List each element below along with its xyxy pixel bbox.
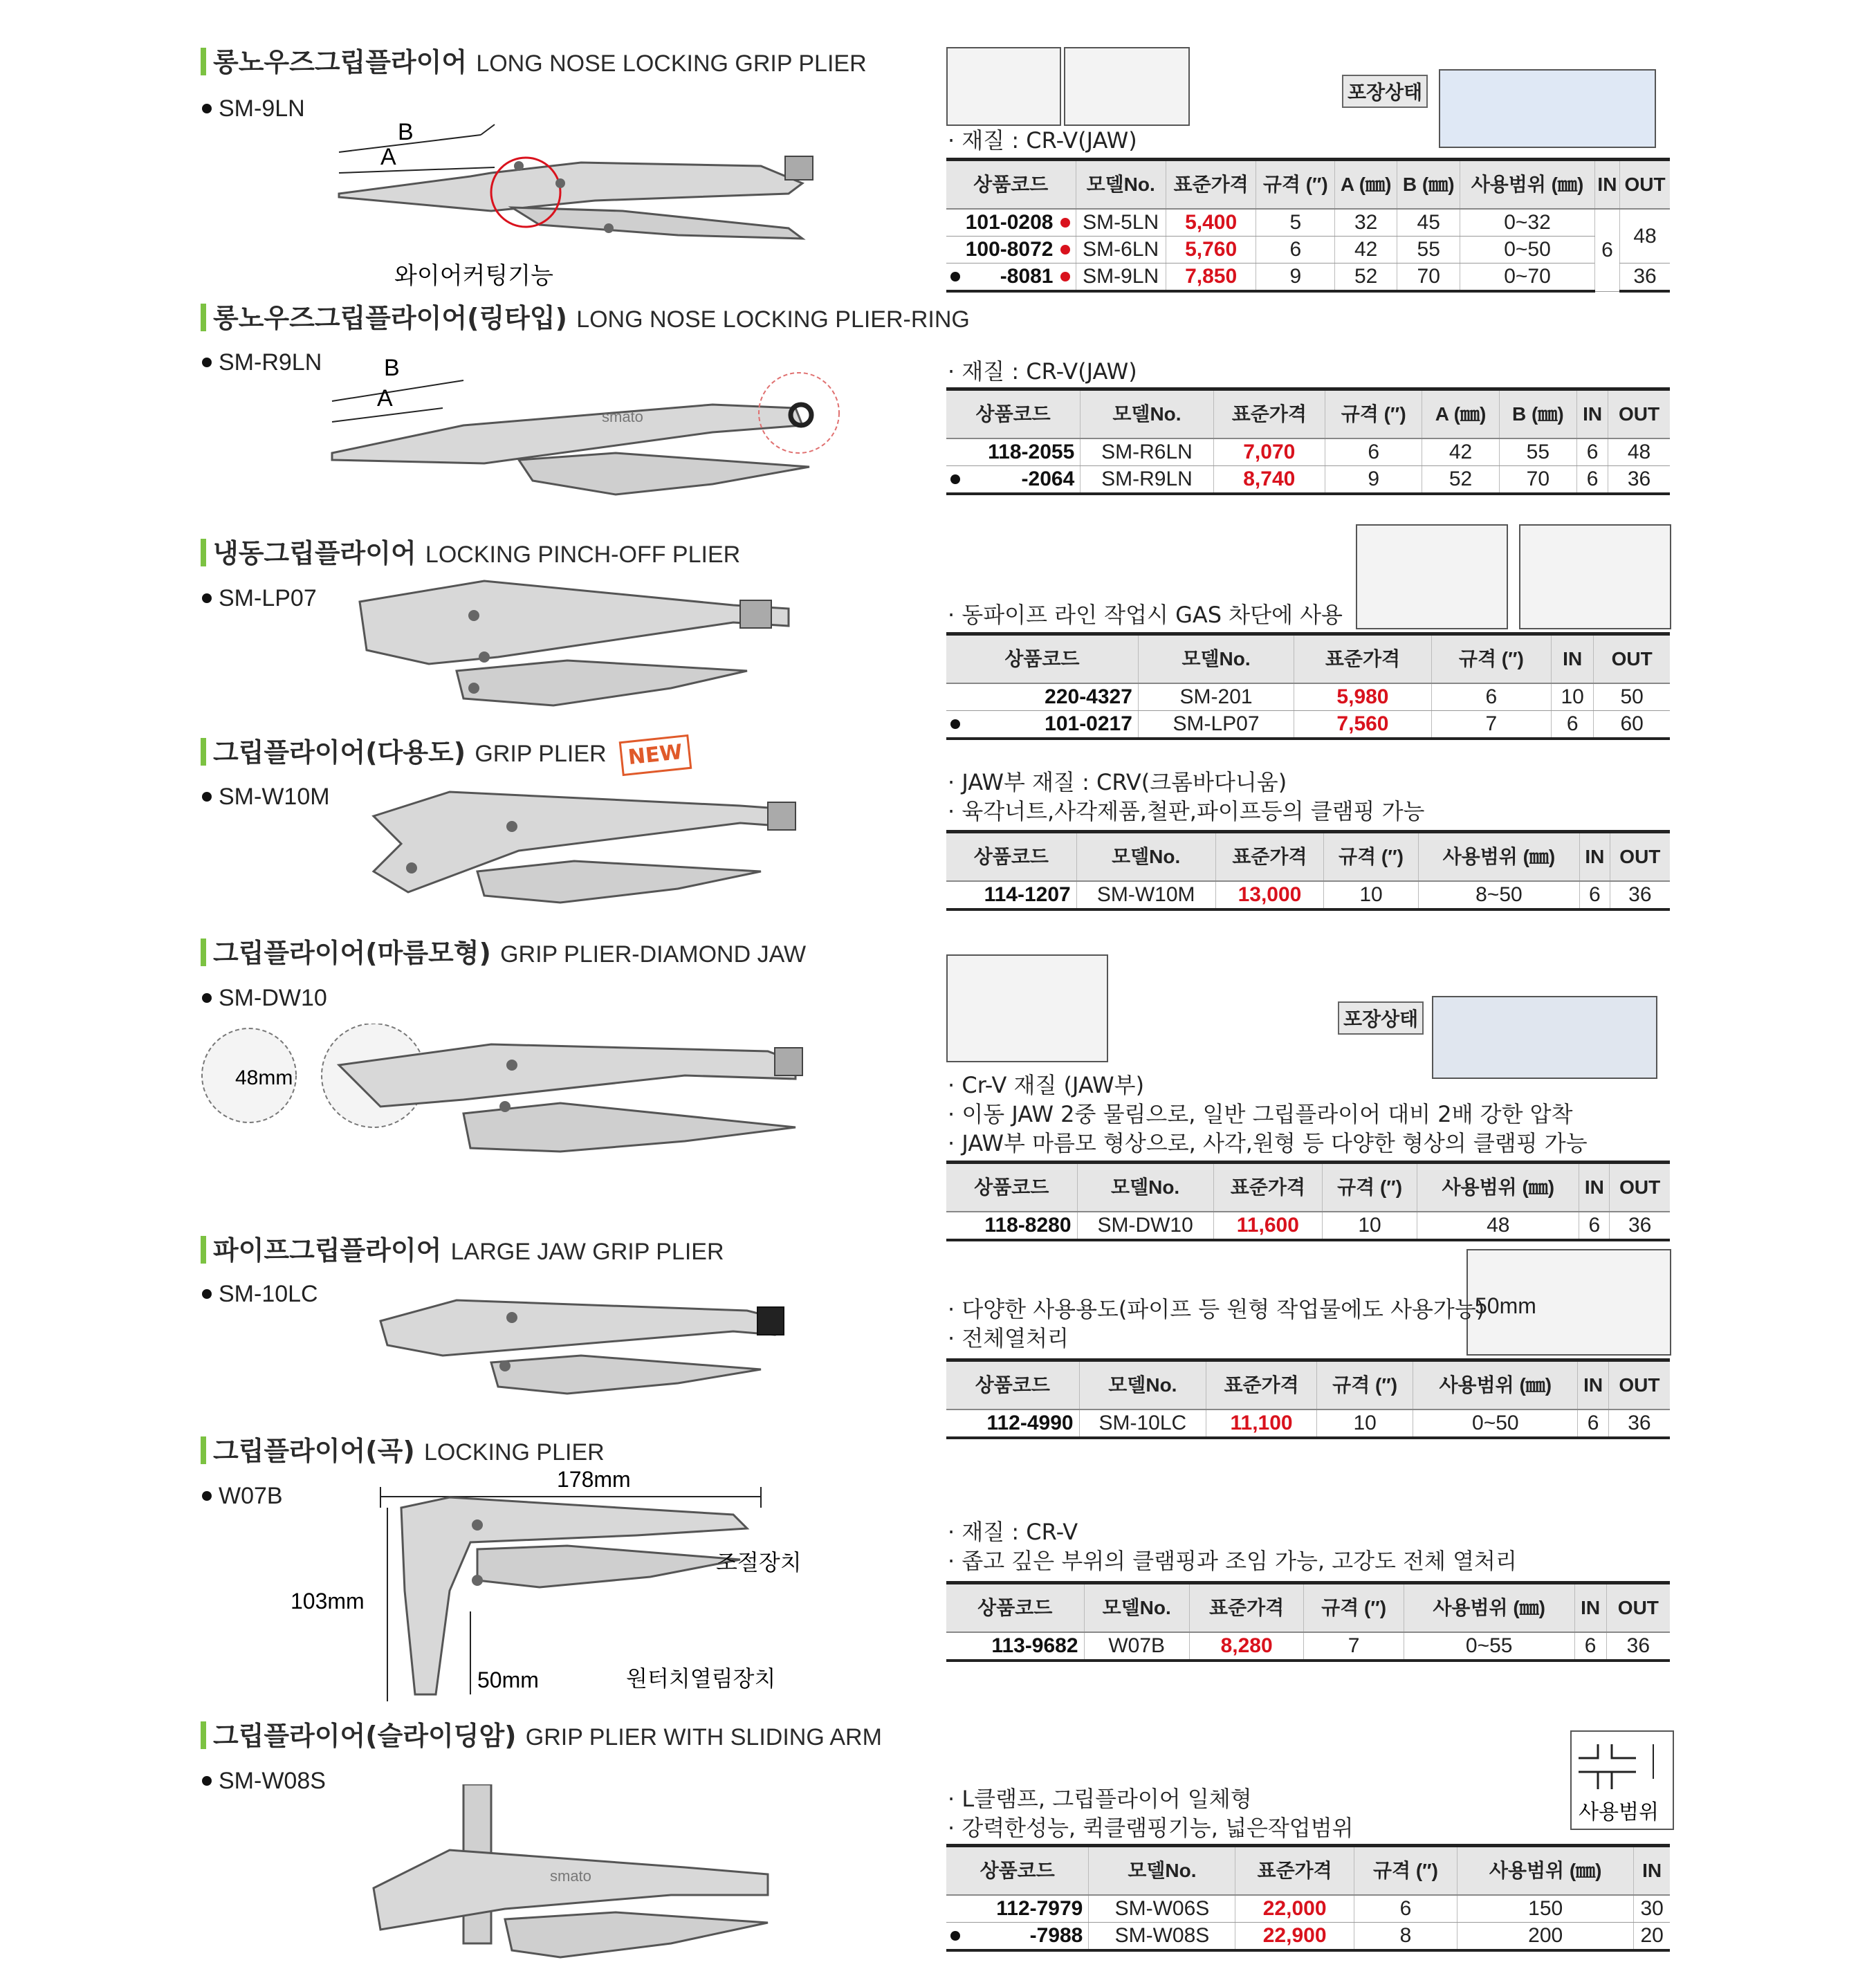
table-row: 101-0217 SM-LP07 7,560 7 6 60 bbox=[946, 711, 1670, 739]
callout-b: B bbox=[384, 355, 400, 381]
callout-b: B bbox=[398, 119, 414, 145]
section-title-sm-w10m: 그립플라이어(다용도) GRIP PLIER NEW bbox=[201, 737, 690, 773]
multi-grip-plier-image bbox=[353, 775, 809, 913]
spec-table-w07b: 상품코드 모델No. 표준가격 규격 (″) 사용범위 (㎜) IN OUT 113-9682 W07B 8,280 7 0~55 6 36 bbox=[946, 1581, 1670, 1662]
adjuster-label: 조절장치 bbox=[716, 1549, 802, 1575]
wire-cutting-label: 와이어커팅기능 bbox=[394, 262, 553, 290]
table-row: 100-8072 SM-6LN 5,760 6 42 55 0~50 bbox=[946, 237, 1670, 264]
model-label: SM-10LC bbox=[202, 1281, 318, 1308]
notes-w07b: · 재질 : CR-V · 좁고 깊은 부위의 클램핑과 조임 가능, 고강도 전체 열처리 bbox=[948, 1517, 1517, 1575]
usage-photo-2 bbox=[1064, 47, 1190, 126]
table-row: -8081 SM-9LN 7,850 9 52 70 0~70 36 bbox=[946, 264, 1670, 292]
section-title-sm-9ln: 롱노우즈그립플라이어 LONG NOSE LOCKING GRIP PLIER bbox=[201, 47, 867, 79]
package-photo bbox=[1439, 69, 1656, 148]
long-nose-plier-image bbox=[332, 97, 872, 290]
table-row: 220-4327 SM-201 5,980 6 10 50 bbox=[946, 683, 1670, 711]
width-dimension: 178mm bbox=[557, 1467, 631, 1492]
diamond-jaw-plier-image bbox=[201, 1024, 809, 1176]
section-title-sm-10lc: 파이프그립플라이어 LARGE JAW GRIP PLIER bbox=[201, 1235, 724, 1267]
section-title-sm-lp07: 냉동그립플라이어 LOCKING PINCH-OFF PLIER bbox=[201, 538, 740, 570]
table-row: 112-7979 SM-W06S 22,000 6 150 30 bbox=[946, 1895, 1670, 1923]
spec-table-sm-w08s: 상품코드 모델No. 표준가격 규격 (″) 사용범위 (㎜) IN 112-7979 SM-W06S 22,000 6 150 30 -7988 SM-W08S 22,900 8 200 20 bbox=[946, 1844, 1670, 1952]
model-label: SM-W10M bbox=[202, 784, 330, 811]
range-label: 사용범위 bbox=[1579, 1800, 1659, 1824]
model-label: SM-R9LN bbox=[202, 349, 322, 376]
height-dimension: 103mm bbox=[291, 1589, 365, 1614]
jaw-depth-dimension: 50mm bbox=[477, 1667, 539, 1692]
spec-table-sm-r9ln: 상품코드 모델No. 표준가격 규격 (″) A (㎜) B (㎜) IN OUT 118-2055 SM-R6LN 7,070 6 42 55 6 48 -2064 SM-R9LN 8,740 9 52 70 6 36 bbox=[946, 387, 1670, 495]
table-row: 114-1207 SM-W10M 13,000 10 8~50 6 36 bbox=[946, 881, 1670, 909]
brand-label: smato bbox=[602, 408, 643, 425]
section-title-w07b: 그립플라이어(곡) LOCKING PLIER bbox=[201, 1436, 605, 1468]
usage-photo-diamond bbox=[946, 954, 1108, 1062]
new-badge: NEW bbox=[618, 734, 691, 776]
table-row: 118-8280 SM-DW10 11,600 10 48 6 36 bbox=[946, 1212, 1670, 1240]
table-row: -7988 SM-W08S 22,900 8 200 20 bbox=[946, 1923, 1670, 1951]
pinch-off-plier-image bbox=[346, 567, 802, 719]
notes-sm-r9ln: · 재질 : CR-V(JAW) bbox=[948, 357, 1137, 386]
jaw-dimension-label: 48mm bbox=[235, 1066, 293, 1089]
usage-photo-pipe-2 bbox=[1519, 524, 1671, 629]
notes-sm-10lc: · 다양한 사용용도(파이프 등 원형 작업물에도 사용가능) · 전체열처리 bbox=[948, 1295, 1484, 1353]
sliding-arm-plier-image bbox=[367, 1784, 796, 1978]
model-label: SM-9LN bbox=[202, 95, 305, 122]
package-label: 포장상태 bbox=[1338, 1001, 1424, 1035]
notes-sm-9ln: · 재질 : CR-V(JAW) bbox=[948, 126, 1137, 155]
model-label: SM-LP07 bbox=[202, 585, 317, 612]
notes-sm-dw10: · Cr-V 재질 (JAW부) · 이동 JAW 2중 물림으로, 일반 그립플라이어 대비 2배 강한 압착 · JAW부 마름모 형상으로, 사각,원형 등 다양한 형상의 클램핑 가능 bbox=[948, 1071, 1588, 1158]
package-label: 포장상태 bbox=[1342, 75, 1428, 108]
table-row: 118-2055 SM-R6LN 7,070 6 42 55 6 48 bbox=[946, 438, 1670, 466]
usage-photo-pipe-1 bbox=[1356, 524, 1508, 629]
jaw-opening-label: 50mm bbox=[1475, 1293, 1536, 1318]
notes-sm-w10m: · JAW부 재질 : CRV(크롬바다니움) · 육각너트,사각제품,철판,파이프등의 클램핑 가능 bbox=[948, 768, 1424, 826]
spec-table-sm-w10m: 상품코드 모델No. 표준가격 규격 (″) 사용범위 (㎜) IN OUT 114-1207 SM-W10M 13,000 10 8~50 6 36 bbox=[946, 830, 1670, 911]
notes-sm-lp07: · 동파이프 라인 작업시 GAS 차단에 사용 bbox=[948, 600, 1343, 629]
quick-release-label: 원터치열림장치 bbox=[626, 1665, 776, 1692]
spec-table-sm-9ln: 상품코드 모델No. 표준가격 규격 (″) A (㎜) B (㎜) 사용범위 (㎜) IN OUT 101-0208 SM-5LN 5,400 5 32 45 0~32 6 48 100-8072 SM-6LN 5,760 6 42 55 0~50 -8081 SM-9LN 7,850 9 52 70 0~70 36 bbox=[946, 158, 1670, 293]
ring-plier-image bbox=[325, 349, 851, 515]
table-row: 113-9682 W07B 8,280 7 0~55 6 36 bbox=[946, 1632, 1670, 1661]
curved-plier-diagram bbox=[291, 1466, 816, 1715]
usage-photo-1 bbox=[946, 47, 1061, 126]
model-label: W07B bbox=[202, 1483, 283, 1510]
package-photo bbox=[1432, 996, 1657, 1079]
brand-label: smato bbox=[550, 1867, 591, 1885]
model-label: SM-DW10 bbox=[202, 985, 327, 1012]
notes-sm-w08s: · L클램프, 그립플라이어 일체형 · 강력한성능, 퀵클램핑기능, 넓은작업범위 bbox=[948, 1784, 1354, 1842]
section-title-sm-r9ln: 롱노우즈그립플라이어(링타입) LONG NOSE LOCKING PLIER-RING bbox=[201, 303, 970, 335]
table-row: -2064 SM-R9LN 8,740 9 52 70 6 36 bbox=[946, 466, 1670, 494]
spec-table-sm-10lc: 상품코드 모델No. 표준가격 규격 (″) 사용범위 (㎜) IN OUT 112-4990 SM-10LC 11,100 10 0~50 6 36 bbox=[946, 1358, 1670, 1439]
clamp-range-diagram bbox=[1570, 1730, 1674, 1830]
table-row: 101-0208 SM-5LN 5,400 5 32 45 0~32 6 48 bbox=[946, 209, 1670, 237]
callout-a: A bbox=[377, 385, 393, 412]
table-row: 112-4990 SM-10LC 11,100 10 0~50 6 36 bbox=[946, 1409, 1670, 1438]
large-jaw-plier-image bbox=[374, 1279, 789, 1404]
spec-table-sm-dw10: 상품코드 모델No. 표준가격 규격 (″) 사용범위 (㎜) IN OUT 118-8280 SM-DW10 11,600 10 48 6 36 bbox=[946, 1161, 1670, 1241]
callout-a: A bbox=[380, 144, 396, 170]
section-title-sm-dw10: 그립플라이어(마름모형) GRIP PLIER-DIAMOND JAW bbox=[201, 938, 806, 970]
spec-table-sm-lp07: 상품코드 모델No. 표준가격 규격 (″) IN OUT 220-4327 SM-201 5,980 6 10 50 101-0217 SM-LP07 7,560 7 6 60 bbox=[946, 632, 1670, 740]
model-label: SM-W08S bbox=[202, 1768, 326, 1795]
section-title-sm-w08s: 그립플라이어(슬라이딩암) GRIP PLIER WITH SLIDING ARM bbox=[201, 1721, 882, 1753]
